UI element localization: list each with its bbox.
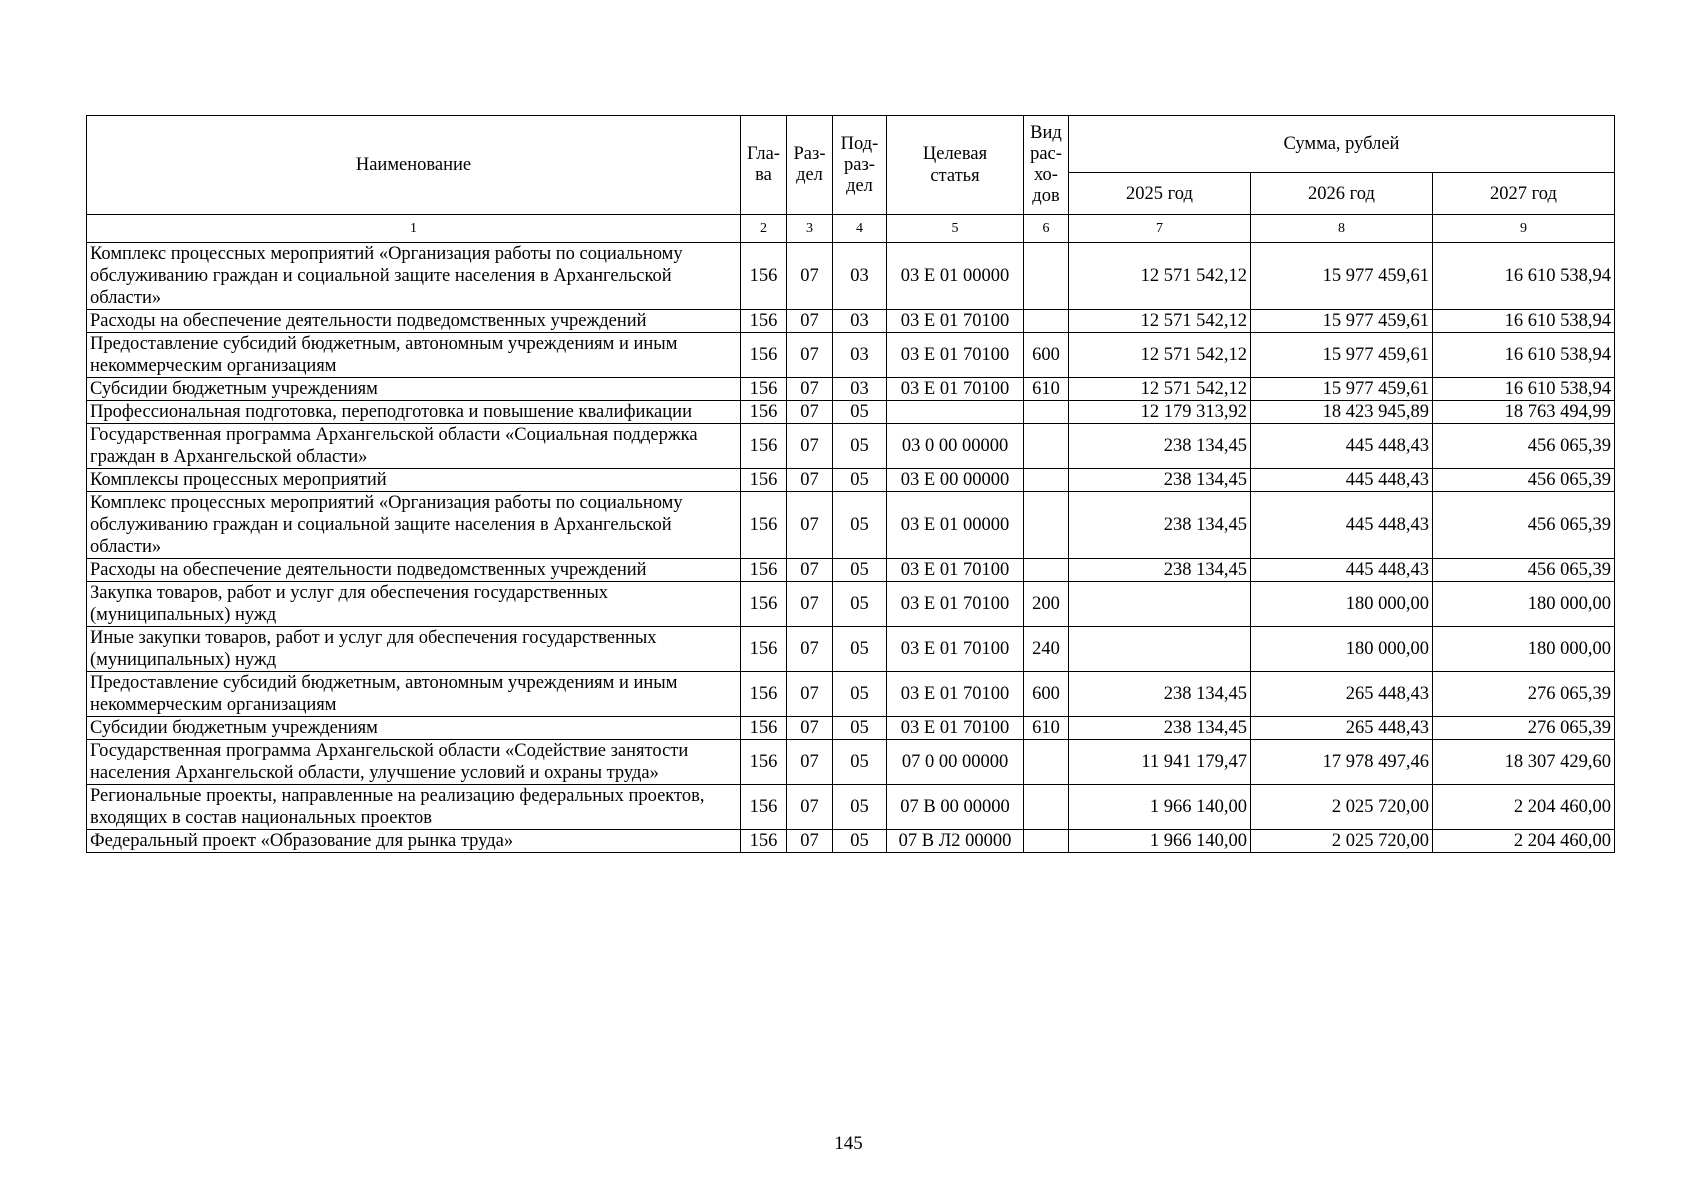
row-razdel: 07 bbox=[787, 310, 833, 333]
row-name: Предоставление субсидий бюджетным, автономным учреждениям и иным некоммерческим организациям bbox=[87, 672, 741, 717]
row-name: Расходы на обеспечение деятельности подведомственных учреждений bbox=[87, 310, 741, 333]
header-tselevaya-statya: Целевая статья bbox=[887, 116, 1024, 215]
row-podrazdel: 05 bbox=[833, 627, 887, 672]
row-glava: 156 bbox=[741, 559, 787, 582]
row-name: Закупка товаров, работ и услуг для обеспечения государственных (муниципальных) нужд bbox=[87, 582, 741, 627]
row-tselevaya-statya: 03 Е 01 70100 bbox=[887, 559, 1024, 582]
column-number: 9 bbox=[1433, 215, 1615, 243]
row-amount-2025: 238 134,45 bbox=[1069, 672, 1251, 717]
row-amount-2027: 2 204 460,00 bbox=[1433, 785, 1615, 830]
row-amount-2025: 1 966 140,00 bbox=[1069, 830, 1251, 853]
row-tselevaya-statya: 07 В 00 00000 bbox=[887, 785, 1024, 830]
row-podrazdel: 05 bbox=[833, 830, 887, 853]
row-amount-2025: 238 134,45 bbox=[1069, 424, 1251, 469]
row-amount-2026: 445 448,43 bbox=[1251, 559, 1433, 582]
row-razdel: 07 bbox=[787, 559, 833, 582]
column-number: 2 bbox=[741, 215, 787, 243]
budget-table bbox=[86, 115, 1615, 853]
row-tselevaya-statya: 03 Е 01 00000 bbox=[887, 492, 1024, 559]
row-amount-2026: 180 000,00 bbox=[1251, 582, 1433, 627]
row-amount-2026: 17 978 497,46 bbox=[1251, 740, 1433, 785]
header-year-2026: 2026 год bbox=[1251, 173, 1433, 215]
row-vid-raskhodov bbox=[1024, 492, 1069, 559]
row-name: Субсидии бюджетным учреждениям bbox=[87, 378, 741, 401]
row-razdel: 07 bbox=[787, 785, 833, 830]
header-vid-raskhodov: Вид рас- хо- дов bbox=[1024, 116, 1069, 215]
row-glava: 156 bbox=[741, 740, 787, 785]
row-amount-2026: 445 448,43 bbox=[1251, 424, 1433, 469]
row-glava: 156 bbox=[741, 424, 787, 469]
table-row bbox=[87, 717, 1615, 740]
row-tselevaya-statya: 03 Е 01 70100 bbox=[887, 717, 1024, 740]
row-razdel: 07 bbox=[787, 333, 833, 378]
row-name: Иные закупки товаров, работ и услуг для обеспечения государственных (муниципальных) нужд bbox=[87, 627, 741, 672]
row-amount-2026: 15 977 459,61 bbox=[1251, 333, 1433, 378]
column-number: 4 bbox=[833, 215, 887, 243]
row-name: Государственная программа Архангельской области «Содействие занятости населения Архангельской области, улучшение условий и охраны труда» bbox=[87, 740, 741, 785]
row-glava: 156 bbox=[741, 310, 787, 333]
row-amount-2027: 180 000,00 bbox=[1433, 627, 1615, 672]
row-podrazdel: 05 bbox=[833, 424, 887, 469]
row-tselevaya-statya bbox=[887, 401, 1024, 424]
table-row bbox=[87, 559, 1615, 582]
table-row bbox=[87, 401, 1615, 424]
header-year-2027: 2027 год bbox=[1433, 173, 1615, 215]
row-amount-2026: 15 977 459,61 bbox=[1251, 243, 1433, 310]
row-tselevaya-statya: 07 0 00 00000 bbox=[887, 740, 1024, 785]
table-row bbox=[87, 582, 1615, 627]
row-amount-2025: 238 134,45 bbox=[1069, 717, 1251, 740]
row-razdel: 07 bbox=[787, 378, 833, 401]
row-name: Субсидии бюджетным учреждениям bbox=[87, 717, 741, 740]
row-glava: 156 bbox=[741, 785, 787, 830]
table-row bbox=[87, 672, 1615, 717]
row-glava: 156 bbox=[741, 830, 787, 853]
row-amount-2026: 18 423 945,89 bbox=[1251, 401, 1433, 424]
row-tselevaya-statya: 03 Е 01 70100 bbox=[887, 310, 1024, 333]
row-amount-2025: 12 571 542,12 bbox=[1069, 333, 1251, 378]
row-vid-raskhodov: 240 bbox=[1024, 627, 1069, 672]
column-number: 6 bbox=[1024, 215, 1069, 243]
row-razdel: 07 bbox=[787, 627, 833, 672]
row-tselevaya-statya: 03 Е 01 70100 bbox=[887, 333, 1024, 378]
row-vid-raskhodov bbox=[1024, 243, 1069, 310]
row-vid-raskhodov bbox=[1024, 401, 1069, 424]
row-glava: 156 bbox=[741, 672, 787, 717]
row-razdel: 07 bbox=[787, 243, 833, 310]
header-razdel: Раз- дел bbox=[787, 116, 833, 215]
row-glava: 156 bbox=[741, 627, 787, 672]
row-amount-2026: 2 025 720,00 bbox=[1251, 785, 1433, 830]
row-amount-2025: 11 941 179,47 bbox=[1069, 740, 1251, 785]
row-podrazdel: 03 bbox=[833, 378, 887, 401]
row-name: Региональные проекты, направленные на реализацию федеральных проектов, входящих в состав национальных проектов bbox=[87, 785, 741, 830]
row-podrazdel: 03 bbox=[833, 310, 887, 333]
row-amount-2026: 15 977 459,61 bbox=[1251, 310, 1433, 333]
row-tselevaya-statya: 03 Е 01 70100 bbox=[887, 627, 1024, 672]
row-vid-raskhodov: 200 bbox=[1024, 582, 1069, 627]
row-tselevaya-statya: 03 Е 01 70100 bbox=[887, 378, 1024, 401]
header-name: Наименование bbox=[87, 116, 741, 215]
header-summa: Сумма, рублей bbox=[1069, 116, 1615, 173]
row-amount-2025: 238 134,45 bbox=[1069, 469, 1251, 492]
table-row bbox=[87, 830, 1615, 853]
row-vid-raskhodov bbox=[1024, 740, 1069, 785]
row-amount-2026: 15 977 459,61 bbox=[1251, 378, 1433, 401]
column-number: 5 bbox=[887, 215, 1024, 243]
table-row bbox=[87, 627, 1615, 672]
row-amount-2025: 12 571 542,12 bbox=[1069, 378, 1251, 401]
row-tselevaya-statya: 07 В Л2 00000 bbox=[887, 830, 1024, 853]
row-tselevaya-statya: 03 0 00 00000 bbox=[887, 424, 1024, 469]
row-name: Федеральный проект «Образование для рынка труда» bbox=[87, 830, 741, 853]
row-amount-2026: 180 000,00 bbox=[1251, 627, 1433, 672]
row-podrazdel: 05 bbox=[833, 559, 887, 582]
row-name: Комплексы процессных мероприятий bbox=[87, 469, 741, 492]
row-razdel: 07 bbox=[787, 582, 833, 627]
row-amount-2025: 1 966 140,00 bbox=[1069, 785, 1251, 830]
table-row bbox=[87, 310, 1615, 333]
row-glava: 156 bbox=[741, 401, 787, 424]
table-body bbox=[87, 243, 1615, 853]
row-podrazdel: 05 bbox=[833, 401, 887, 424]
header-glava: Гла- ва bbox=[741, 116, 787, 215]
row-tselevaya-statya: 03 Е 01 70100 bbox=[887, 672, 1024, 717]
row-amount-2025: 238 134,45 bbox=[1069, 559, 1251, 582]
row-amount-2026: 265 448,43 bbox=[1251, 672, 1433, 717]
row-amount-2027: 456 065,39 bbox=[1433, 559, 1615, 582]
row-amount-2025: 238 134,45 bbox=[1069, 492, 1251, 559]
row-glava: 156 bbox=[741, 378, 787, 401]
row-amount-2026: 265 448,43 bbox=[1251, 717, 1433, 740]
row-tselevaya-statya: 03 Е 01 00000 bbox=[887, 243, 1024, 310]
row-amount-2027: 18 763 494,99 bbox=[1433, 401, 1615, 424]
row-amount-2025: 12 571 542,12 bbox=[1069, 310, 1251, 333]
column-numbers-row bbox=[87, 215, 1615, 243]
row-vid-raskhodov bbox=[1024, 424, 1069, 469]
row-name: Предоставление субсидий бюджетным, автономным учреждениям и иным некоммерческим организациям bbox=[87, 333, 741, 378]
row-amount-2025 bbox=[1069, 627, 1251, 672]
row-razdel: 07 bbox=[787, 401, 833, 424]
row-name: Расходы на обеспечение деятельности подведомственных учреждений bbox=[87, 559, 741, 582]
row-vid-raskhodov bbox=[1024, 785, 1069, 830]
row-razdel: 07 bbox=[787, 740, 833, 785]
row-amount-2027: 456 065,39 bbox=[1433, 469, 1615, 492]
table-row bbox=[87, 785, 1615, 830]
row-name: Комплекс процессных мероприятий «Организация работы по социальному обслуживанию граждан и социальной защите населения в Архангельской области» bbox=[87, 243, 741, 310]
header-podrazdel: Под- раз- дел bbox=[833, 116, 887, 215]
row-vid-raskhodov: 600 bbox=[1024, 333, 1069, 378]
row-glava: 156 bbox=[741, 492, 787, 559]
table-row bbox=[87, 469, 1615, 492]
row-podrazdel: 05 bbox=[833, 717, 887, 740]
column-number: 7 bbox=[1069, 215, 1251, 243]
row-amount-2027: 276 065,39 bbox=[1433, 717, 1615, 740]
column-number: 3 bbox=[787, 215, 833, 243]
table-row bbox=[87, 243, 1615, 310]
row-vid-raskhodov: 610 bbox=[1024, 378, 1069, 401]
table-row bbox=[87, 333, 1615, 378]
row-glava: 156 bbox=[741, 243, 787, 310]
row-amount-2025: 12 571 542,12 bbox=[1069, 243, 1251, 310]
page-number: 145 bbox=[834, 1133, 863, 1154]
row-podrazdel: 05 bbox=[833, 582, 887, 627]
row-glava: 156 bbox=[741, 333, 787, 378]
table-row bbox=[87, 740, 1615, 785]
row-amount-2027: 456 065,39 bbox=[1433, 492, 1615, 559]
row-amount-2027: 16 610 538,94 bbox=[1433, 243, 1615, 310]
row-razdel: 07 bbox=[787, 424, 833, 469]
row-vid-raskhodov bbox=[1024, 559, 1069, 582]
row-podrazdel: 05 bbox=[833, 672, 887, 717]
row-amount-2027: 16 610 538,94 bbox=[1433, 310, 1615, 333]
row-vid-raskhodov bbox=[1024, 310, 1069, 333]
row-razdel: 07 bbox=[787, 830, 833, 853]
row-vid-raskhodov: 600 bbox=[1024, 672, 1069, 717]
table-row bbox=[87, 424, 1615, 469]
header-year-2025: 2025 год bbox=[1069, 173, 1251, 215]
row-razdel: 07 bbox=[787, 672, 833, 717]
row-podrazdel: 05 bbox=[833, 740, 887, 785]
row-amount-2027: 18 307 429,60 bbox=[1433, 740, 1615, 785]
table-row bbox=[87, 378, 1615, 401]
table-row bbox=[87, 492, 1615, 559]
row-razdel: 07 bbox=[787, 469, 833, 492]
row-amount-2027: 16 610 538,94 bbox=[1433, 333, 1615, 378]
row-razdel: 07 bbox=[787, 492, 833, 559]
row-name: Профессиональная подготовка, переподготовка и повышение квалификации bbox=[87, 401, 741, 424]
row-glava: 156 bbox=[741, 717, 787, 740]
row-amount-2027: 180 000,00 bbox=[1433, 582, 1615, 627]
row-amount-2027: 456 065,39 bbox=[1433, 424, 1615, 469]
row-name: Комплекс процессных мероприятий «Организация работы по социальному обслуживанию граждан и социальной защите населения в Архангельской области» bbox=[87, 492, 741, 559]
row-vid-raskhodov: 610 bbox=[1024, 717, 1069, 740]
row-podrazdel: 03 bbox=[833, 333, 887, 378]
row-podrazdel: 05 bbox=[833, 785, 887, 830]
row-amount-2027: 2 204 460,00 bbox=[1433, 830, 1615, 853]
row-glava: 156 bbox=[741, 469, 787, 492]
row-tselevaya-statya: 03 Е 01 70100 bbox=[887, 582, 1024, 627]
column-number: 1 bbox=[87, 215, 741, 243]
row-vid-raskhodov bbox=[1024, 830, 1069, 853]
row-amount-2027: 276 065,39 bbox=[1433, 672, 1615, 717]
row-podrazdel: 05 bbox=[833, 492, 887, 559]
row-amount-2026: 445 448,43 bbox=[1251, 492, 1433, 559]
row-name: Государственная программа Архангельской области «Социальная поддержка граждан в Архангельской области» bbox=[87, 424, 741, 469]
row-tselevaya-statya: 03 Е 00 00000 bbox=[887, 469, 1024, 492]
row-vid-raskhodov bbox=[1024, 469, 1069, 492]
row-glava: 156 bbox=[741, 582, 787, 627]
row-podrazdel: 05 bbox=[833, 469, 887, 492]
row-amount-2026: 445 448,43 bbox=[1251, 469, 1433, 492]
row-razdel: 07 bbox=[787, 717, 833, 740]
row-podrazdel: 03 bbox=[833, 243, 887, 310]
column-number: 8 bbox=[1251, 215, 1433, 243]
row-amount-2026: 2 025 720,00 bbox=[1251, 830, 1433, 853]
row-amount-2027: 16 610 538,94 bbox=[1433, 378, 1615, 401]
row-amount-2025 bbox=[1069, 582, 1251, 627]
row-amount-2025: 12 179 313,92 bbox=[1069, 401, 1251, 424]
